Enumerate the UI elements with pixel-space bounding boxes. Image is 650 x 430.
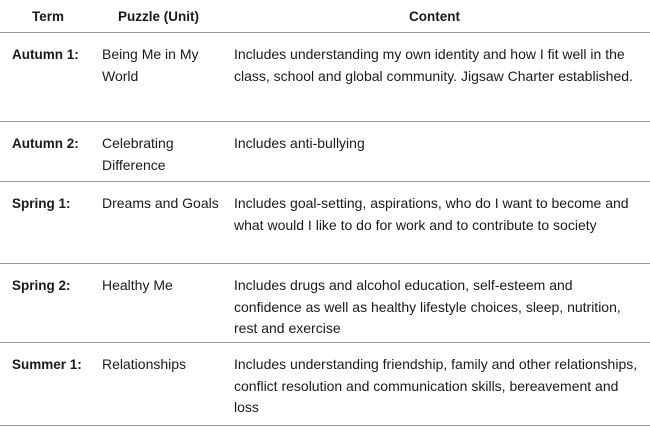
header-content: Content (409, 9, 460, 24)
table-row (0, 343, 650, 426)
term-cell: Summer 1: (12, 357, 82, 372)
puzzle-cell: Celebrating Difference (102, 135, 174, 173)
puzzle-cell: Healthy Me (102, 277, 173, 293)
content-cell: Includes understanding friendship, family and other relationships, conflict resolution and communication skills, bereavement and loss (234, 356, 638, 415)
content-cell: Includes goal-setting, aspirations, who do I want to become and what would I like to do for work and to contribute to society (234, 195, 629, 233)
table-row (0, 182, 650, 264)
header-term: Term (32, 9, 65, 24)
term-cell: Autumn 1: (12, 47, 79, 62)
table-row (0, 122, 650, 182)
content-cell: Includes understanding my own identity and how I fit well in the class, school and global community. Jigsaw Charter established. (234, 46, 633, 84)
puzzle-cell: Being Me in My World (102, 46, 199, 84)
term-cell: Spring 1: (12, 196, 71, 211)
table-header-row (0, 0, 650, 33)
header-puzzle-unit: Puzzle (Unit) (118, 9, 199, 24)
puzzle-cell: Dreams and Goals (102, 195, 219, 211)
puzzle-cell: Relationships (102, 356, 187, 372)
content-cell: Includes drugs and alcohol education, self-esteem and confidence as well as healthy lifestyle choices, sleep, nutrition, rest and exercise (234, 277, 621, 336)
table-row (0, 264, 650, 343)
term-cell: Spring 2: (12, 278, 71, 293)
table-row (0, 33, 650, 122)
term-cell: Autumn 2: (12, 136, 79, 151)
content-cell: Includes anti-bullying (234, 135, 365, 151)
